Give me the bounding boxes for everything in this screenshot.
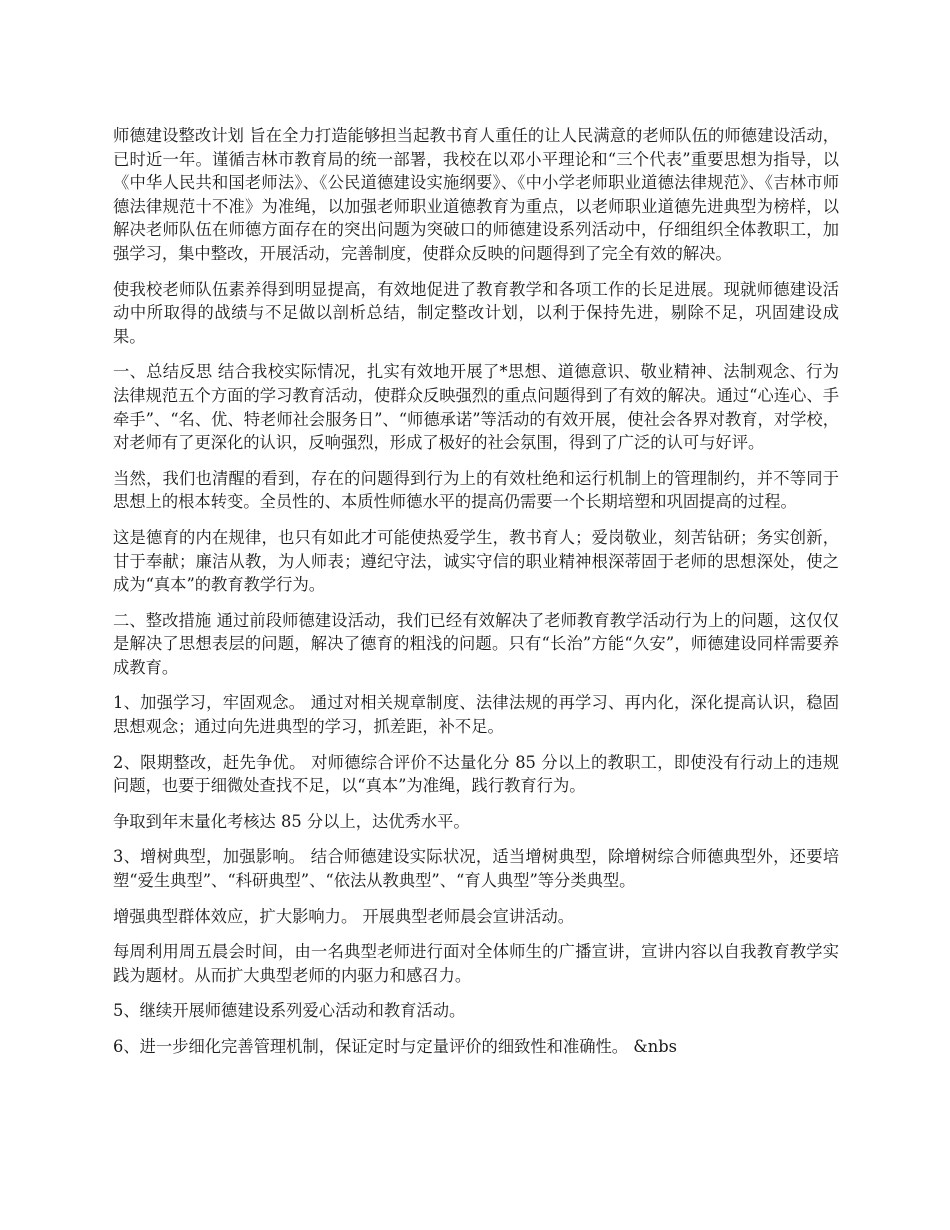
- paragraph-moral-law: 这是德育的内在规律，也只有如此才可能使热爱学生，教书育人；爱岗敬业，刻苦钻研；务实创新，甘于奉献；廉洁从教，为人师表；遵纪守法，诚实守信的职业精神根深蒂固于老师的思想深处，使之成为“真本”的教育教学行为。: [113, 527, 839, 595]
- document-body: [113, 124, 839, 1071]
- paragraph-measure-3: 3、增树典型，加强影响。 结合师德建设实际状况，适当增树典型，除增树综合师德典型外，还要培塑“爱生典型”、“科研典型”、“依法从教典型”、“育人典型”等分类典型。: [113, 847, 839, 891]
- paragraph-awareness: 当然，我们也清醒的看到，存在的问题得到行为上的有效杜绝和运行机制上的管理制约，并不等同于思想上的根本转变。全员性的、本质性师德水平的提高仍需要一个长期培塑和巩固提高的过程。: [113, 468, 839, 512]
- paragraph-measure-6: 6、进一步细化完善管理机制，保证定时与定量评价的细致性和准确性。 &nbs: [113, 1037, 678, 1056]
- paragraph-measure-5: 5、继续开展师德建设系列爱心活动和教育活动。: [113, 1001, 466, 1021]
- paragraph-summary: 使我校老师队伍素养得到明显提高，有效地促进了教育教学和各项工作的长足进展。现就师德建设活动中所取得的战绩与不足做以剖析总结，制定整改计划，以利于保持先进，剔除不足，巩固建设成果。: [113, 279, 839, 346]
- paragraph-model-effect: 增强典型群体效应，扩大影响力。 开展典型老师晨会宣讲活动。: [113, 906, 575, 926]
- paragraph-measure-2: 2、限期整改，赶先争优。 对师德综合评价不达量化分 85 分以上的教职工，即使没有行动上的违规问题，也要于细微处查找不足，以“真本”为准绳，践行教育行为。: [113, 752, 839, 796]
- paragraph-section-1-reflection: 一、总结反思 结合我校实际情况，扎实有效地开展了*思想、道德意识、敬业精神、法制观念、行为法律规范五个方面的学习教育活动，使群众反映强烈的重点问题得到了有效的解决。通过“心连心、手牵手”、“名、优、特老师社会服务日”、“师德承诺”等活动的有效开展，使社会各界对教育，对学校，对老师有了更深化的认识，反响强烈，形成了极好的社会氛围，得到了广泛的认可与好评。: [113, 362, 839, 453]
- paragraph-weekly-lecture: 每周利用周五晨会时间，由一名典型老师进行面对全体师生的广播宣讲，宣讲内容以自我教育教学实践为题材。从而扩大典型老师的内驱力和感召力。: [113, 942, 839, 985]
- paragraph-goal: 争取到年末量化考核达 85 分以上，达优秀水平。: [113, 811, 470, 831]
- paragraph-section-2-measures: 二、整改措施 通过前段师德建设活动，我们已经有效解决了老师教育教学活动行为上的问题，这仅仅是解决了思想表层的问题，解决了德育的粗浅的问题。只有“长治”方能“久安”，师德建设同样需要养成教育。: [113, 610, 839, 677]
- paragraph-measure-1: 1、加强学习，牢固观念。 通过对相关规章制度、法律法规的再学习、再内化，深化提高认识，稳固思想观念；通过向先进典型的学习，抓差距，补不足。: [113, 693, 839, 737]
- paragraph-intro: 师德建设整改计划 旨在全力打造能够担当起教书育人重任的让人民满意的老师队伍的师德建设活动，已时近一年。谨循吉林市教育局的统一部署，我校在以邓小平理论和“三个代表”重要思想为指导，以《中华人民共和国老师法》、《公民道德建设实施纲要》、《中小学老师职业道德法律规范》、《吉林市师德法律规范十不准》为准绳，以加强老师职业道德教育为重点，以老师职业道德先进典型为榜样，以解决老师队伍在师德方面存在的突出问题为突破口的师德建设系列活动中，仔细组织全体教职工，加强学习，集中整改，开展活动，完善制度，使群众反映的问题得到了完全有效的解决。: [113, 126, 839, 263]
